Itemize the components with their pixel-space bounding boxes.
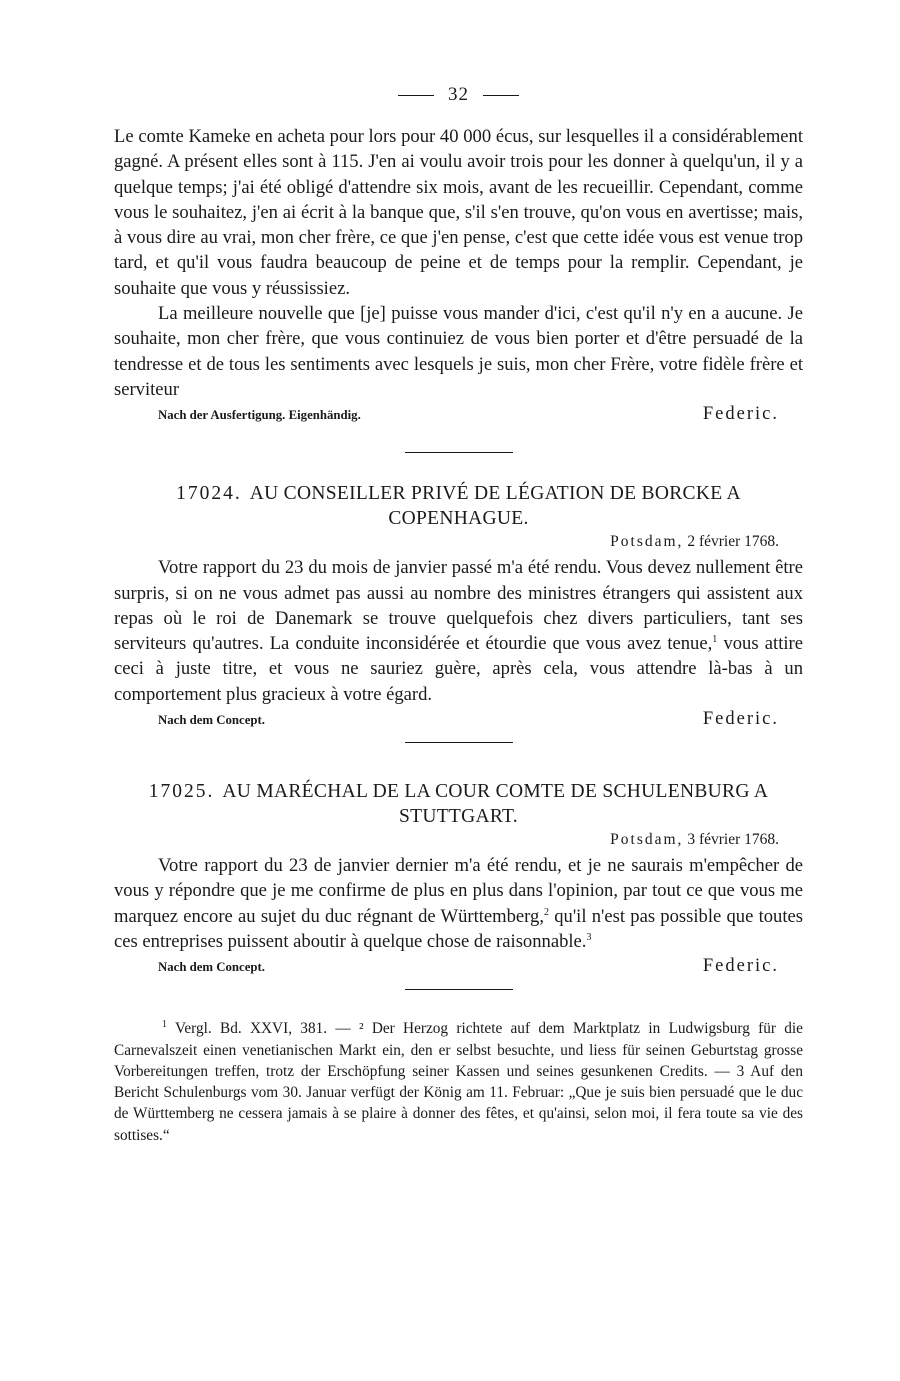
letter-17024-source-note: Nach dem Concept.: [158, 713, 265, 728]
letter-17024-signature: Federic.: [702, 709, 779, 730]
intro-signature: Federic.: [702, 404, 779, 425]
intro-paragraph-2: La meilleure nouvelle que [je] puisse vous mander d'ici, c'est qu'il n'y en a aucune. Je souhaite, mon cher frère, que vous continuiez de vous bien porter et d'être persuadé de la tendresse et de tous les sentiments avec lesquels je suis, mon cher Frère, votre fidèle frère et serviteur: [114, 303, 803, 400]
section-divider: [405, 452, 513, 453]
letter-17025-source-note: Nach dem Concept.: [158, 960, 265, 975]
letter-17024-title: AU CONSEILLER PRIVÉ DE LÉGATION DE BORCKE A COPENHAGUE.: [249, 483, 741, 530]
document-page: [114, 84, 803, 1146]
letter-17025-number: 17025.: [148, 781, 215, 803]
footnote-ref-2: 2: [543, 906, 549, 918]
letter-17025-title: AU MARÉCHAL DE LA COUR COMTE DE SCHULENBURG A STUTTGART.: [222, 781, 769, 828]
footnote-divider: [405, 989, 513, 990]
footnotes-text: [114, 1018, 803, 1146]
footnote-ref-3: 3: [586, 931, 592, 943]
letter-17024-dateline: [114, 533, 779, 551]
letter-17025-text-a: Votre rapport du 23 de janvier dernier m'a été rendu, et je ne saurais m'empêcher de vous y répondre que je me confirme de plus en plus dans l'opinion, par tout ce que vous me marquez encore au sujet du duc régnant de Württemberg,: [114, 855, 803, 927]
footnotes-body: Vergl. Bd. XXVI, 381. — ² Der Herzog richtete auf dem Marktplatz in Ludwigsburg für die Carnevalszeit einen venetianischen Markt ein, den er selbst besuchte, und liess für seinen Geburtstag grosse Vorbereitungen treffen, trotz der Erschöpfung seiner Kassen und seines gesunkenen Credits. — 3 Auf den Bericht Schulenburgs vom 30. Januar verfügt der König am 11. Februar: „Que je suis bien persuadé que le duc de Württemberg ne cessera jamais à se plaire à donner des fêtes, et qu'ainsi, selon moi, il fera toute sa vie des sottises.“: [114, 1020, 803, 1144]
intro-paragraph-1: Le comte Kameke en acheta pour lors pour 40 000 écus, sur lesquelles il a considérablement gagné. A présent elles sont à 115. J'en ai voulu avoir trois pour les donner à quelqu'un, il y a quelque temps; j'ai été obligé d'attendre six mois, avant de les recueillir. Cependant, comme vous le souhaitez, j'en ai écrit à la banque que, s'il s'en trouve, qu'on vous en avertisse; mais, à vous dire au vrai, mon cher frère, ce que j'en pense, c'est que cette idée vous est venue trop tard, et qu'il vous faudra beaucoup de peine et de temps pour la remplir. Cependant, je souhaite que vous y réussissiez.: [114, 126, 803, 299]
header-dash-right: [483, 95, 519, 96]
footnote-mark-1: 1: [162, 1019, 167, 1031]
letter-17024-date: 2 février 1768.: [687, 533, 779, 551]
letter-17025-signature-line: [114, 956, 803, 977]
letter-17025-place: Potsdam,: [610, 831, 684, 849]
intro-signature-line: [114, 404, 803, 425]
letter-17025-signature: Federic.: [702, 956, 779, 977]
page-number: 32: [448, 84, 469, 105]
letter-17024-text-a: Votre rapport du 23 du mois de janvier passé m'a été rendu. Vous devez nullement être surpris, si on ne vous admet pas aussi au nombre des ministres étrangers qui assistent aux repas où le roi de Danemark se trouve quelquefois chez divers particuliers, tant ses serviteurs qu'autres. La conduite inconsidérée et étourdie que vous avez tenue,: [114, 557, 803, 655]
header-dash-left: [398, 95, 434, 96]
letter-17025-dateline: [114, 831, 779, 849]
letter-divider: [405, 742, 513, 743]
letter-17024-text-b: vous attire ceci à juste titre, et vous ne sauriez guère, après cela, vous attendre là-bas à un comportement plus gracieux à votre égard.: [114, 633, 803, 705]
letter-17025-heading: [114, 779, 803, 829]
letter-17024-number: 17024.: [176, 483, 242, 505]
footnote-ref-1: 1: [712, 633, 718, 645]
letter-17024-signature-line: [114, 709, 803, 730]
page-header: [114, 84, 803, 106]
letter-17025-text-b: qu'il n'est pas possible que toutes ces entreprises puissent aboutir à quelque chose de raisonnable.: [114, 905, 803, 952]
footnotes: [114, 1018, 803, 1146]
intro-source-note: Nach der Ausfertigung. Eigenhändig.: [158, 408, 361, 423]
letter-17024-body: [114, 555, 803, 707]
letter-17025-date: 3 février 1768.: [687, 831, 779, 849]
letter-17024-place: Potsdam,: [610, 533, 684, 551]
letter-17024-heading: [114, 481, 803, 531]
letter-17025-body: [114, 853, 803, 954]
